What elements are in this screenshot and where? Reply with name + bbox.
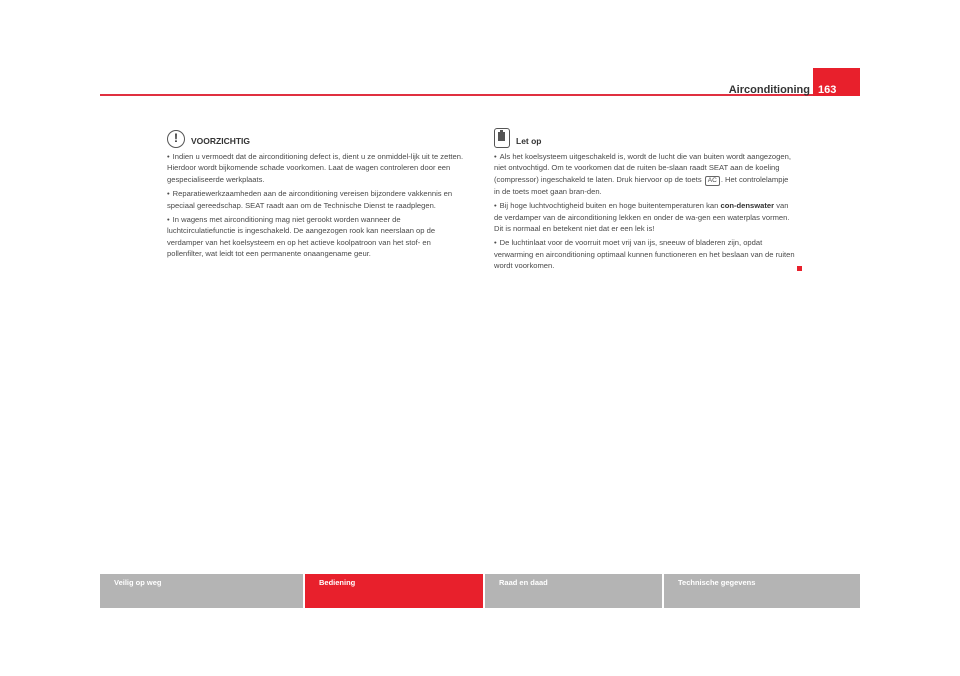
- bullet: •: [167, 152, 170, 161]
- section-end-marker: [797, 266, 802, 271]
- note-text-2b: van de verdamper van de airconditioning lekken en onder de wa-gen een waterplas vormen. Dit is normaal en betekent niet dat er een lek is!: [494, 201, 790, 234]
- footer-tab-bediening[interactable]: Bediening: [305, 574, 483, 608]
- note-text-3: De luchtinlaat voor de voorruit moet vrij van ijs, sneeuw of bladeren zijn, opdat verwarming en airconditioning optimaal kunnen functioneren en het beslaan van de ruiten wordt voorkomen.: [494, 238, 795, 271]
- note-heading: Let op: [516, 135, 542, 146]
- note-paragraph-3: [494, 237, 796, 271]
- bullet: •: [494, 152, 497, 161]
- note-paragraph-2: [494, 200, 796, 234]
- bullet: •: [494, 201, 497, 211]
- footer-tab-technische-gegevens[interactable]: Technische gegevens: [664, 574, 860, 608]
- exclamation-circle-icon: !: [167, 130, 185, 148]
- note-paragraph-1: [494, 151, 796, 197]
- note-text-1a: Als het koelsysteem uitgeschakeld is, wordt de lucht die van buiten wordt aangezogen, niet ontvochtigd. Om te voorkomen dat de ruiten be-slaan raadt SEAT aan de koeling (compressor) ingeschakeld te laten. Druk hiervoor op de toets: [494, 152, 791, 184]
- warning-paragraph-1: [167, 151, 467, 185]
- ac-key-symbol: AC: [705, 176, 720, 186]
- note-bold-term: con-denswater: [720, 201, 775, 211]
- warning-paragraph-3: [167, 214, 467, 260]
- warning-text-3: In wagens met airconditioning mag niet gerookt worden wanneer de luchtcirculatiefunctie is ingeschakeld. De aangezogen rook kan neerslaan op de verdamper van het koelsysteem en op het actieve koolpatroon van het stof- en pollenfilter, wat leidt tot een permanente onaangename geur.: [167, 215, 436, 259]
- bullet: •: [167, 189, 170, 199]
- warning-heading: VOORZICHTIG: [191, 135, 251, 146]
- page-title: Airconditioning: [728, 84, 810, 96]
- warning-section: [167, 126, 467, 263]
- warning-heading-row: [167, 126, 467, 148]
- bullet: •: [494, 238, 497, 248]
- page-number: 163: [818, 84, 837, 96]
- warning-paragraph-2: [167, 188, 467, 211]
- note-text-1b: . Het controlelampje in de toets moet gaan bran-den.: [494, 174, 789, 196]
- note-icon: [494, 128, 510, 148]
- note-section: [494, 126, 796, 275]
- warning-text-1: Indien u vermoedt dat de airconditioning defect is, dient u ze onmiddel-lijk uit te zetten. Hierdoor wordt bijkomende schade voorkomen. Laat de wagen controleren door een gespecialiseerde werkplaats.: [167, 152, 464, 184]
- bullet: •: [167, 215, 170, 225]
- footer-nav: [100, 574, 860, 608]
- footer-tab-veilig-op-weg[interactable]: Veilig op weg: [100, 574, 303, 608]
- note-text-2a: Bij hoge luchtvochtigheid buiten en hoge buitentemperaturen kan: [499, 201, 719, 211]
- note-heading-row: [494, 126, 796, 148]
- warning-text-2: Reparatiewerkzaamheden aan de airconditioning vereisen bijzondere vakkennis en speciaal gereedschap. SEAT raadt aan om de Technische Dienst te raadplegen.: [167, 189, 453, 210]
- footer-tab-raad-en-daad[interactable]: Raad en daad: [485, 574, 662, 608]
